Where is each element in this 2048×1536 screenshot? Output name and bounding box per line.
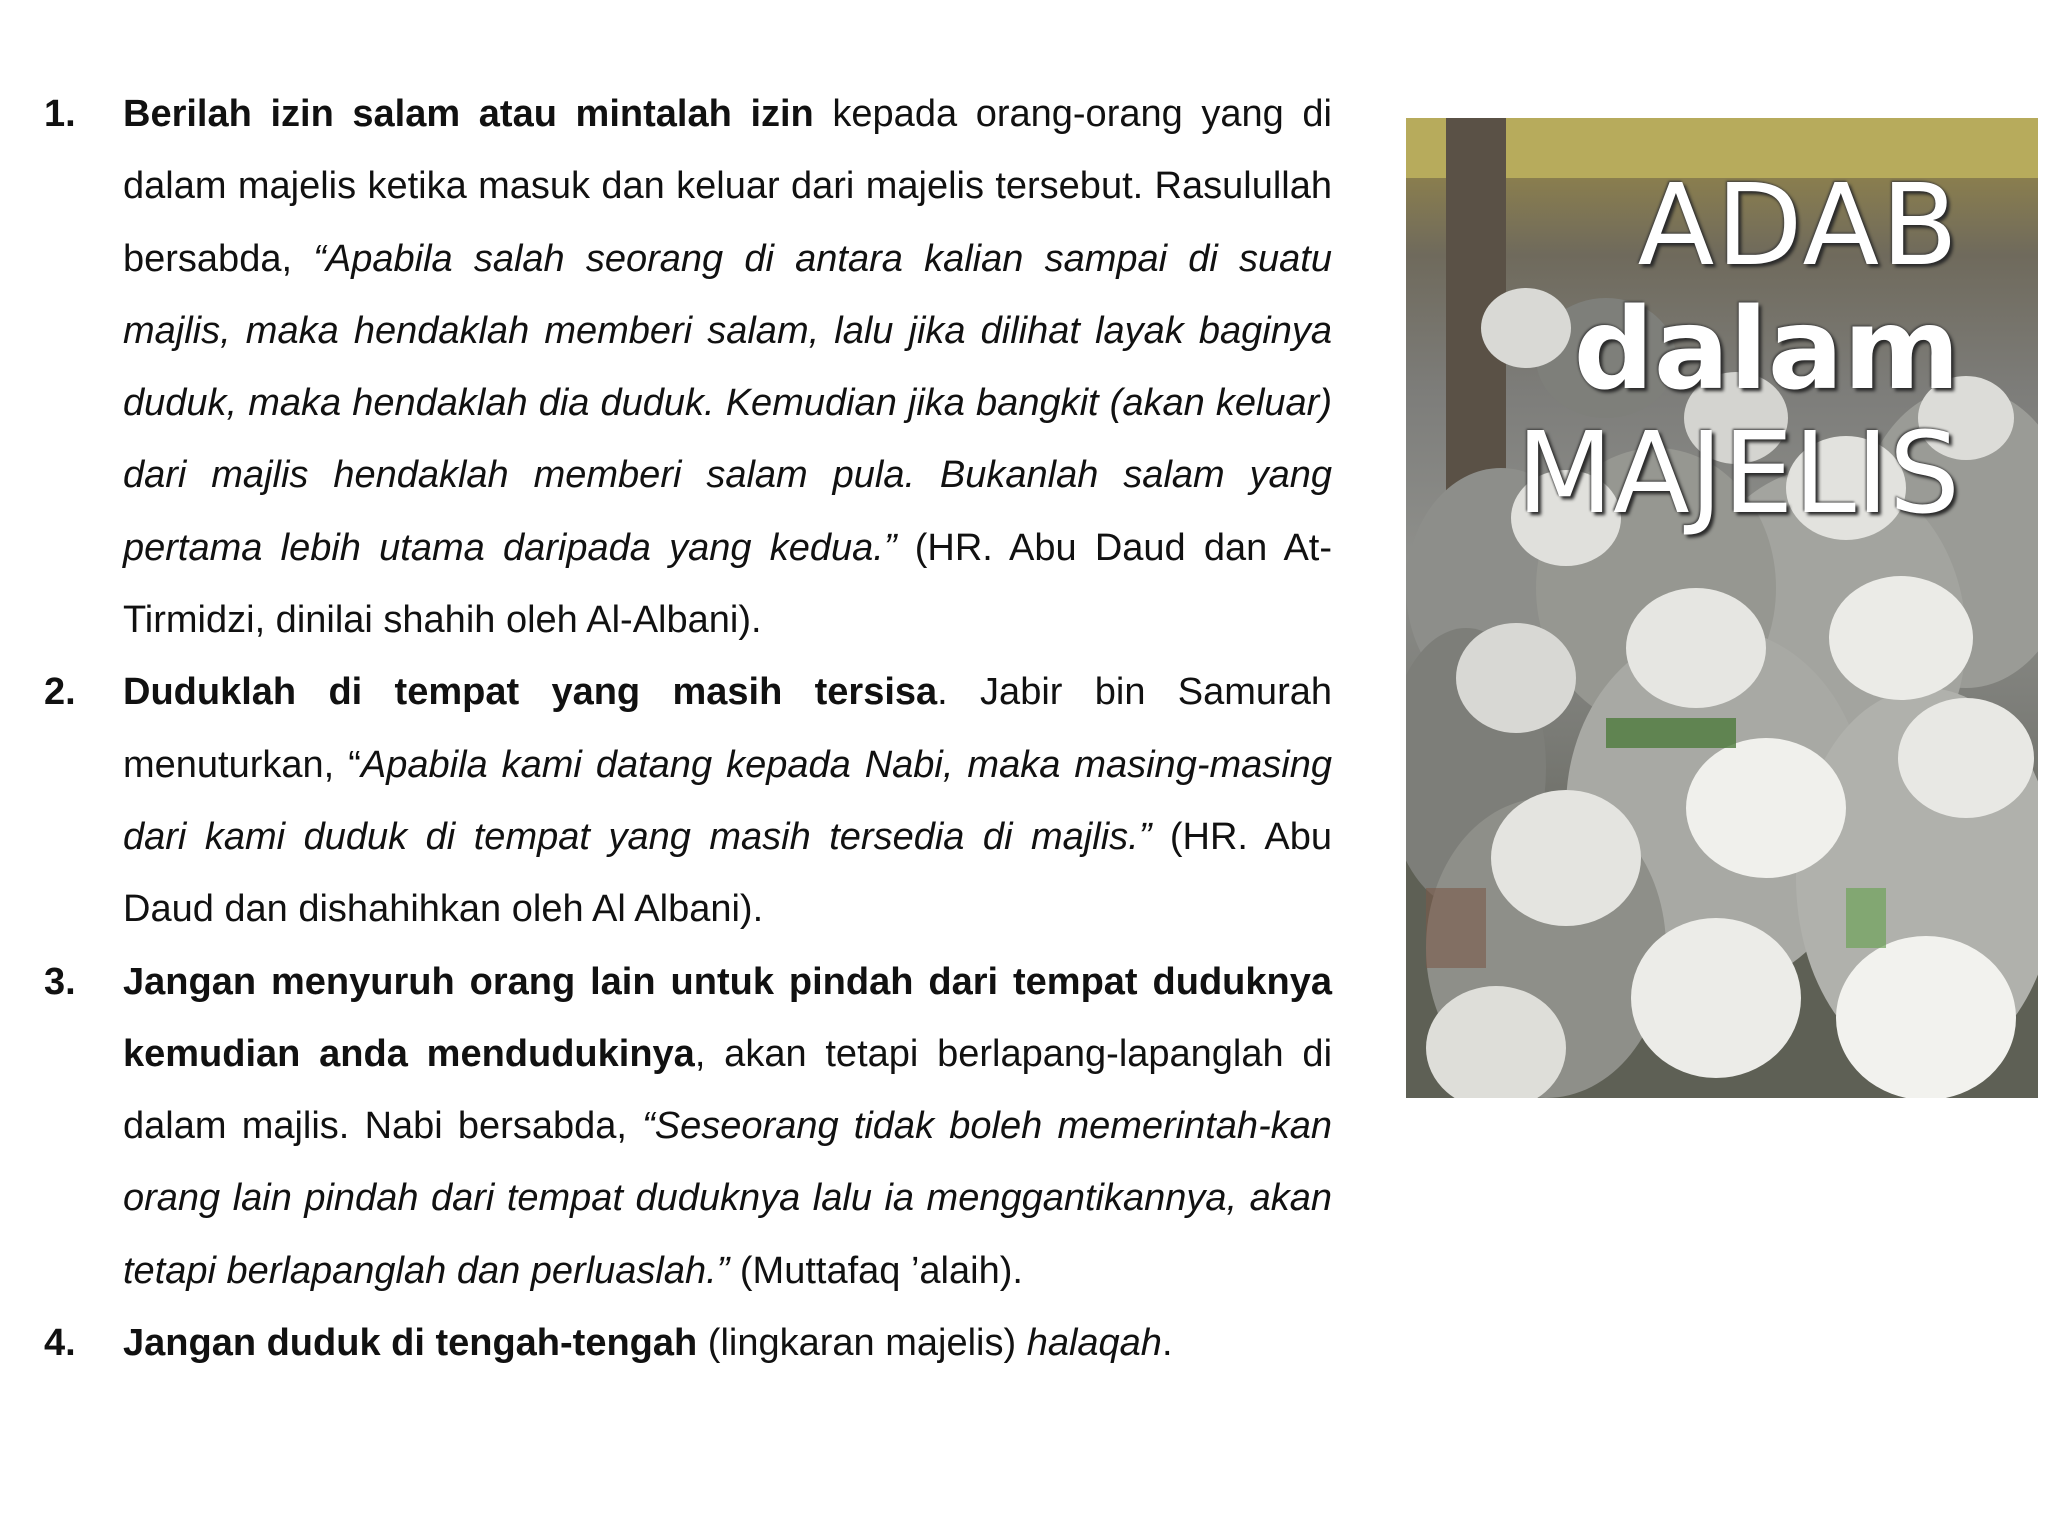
item-citation: (HR. Abu Daud dan At-Tirmidzi, dinilai shahih oleh Al-Albani). xyxy=(123,526,1332,642)
item-body-text: kepada orang-orang yang di dalam majelis ketika masuk dan keluar dari majelis tersebut. Rasulullah bersabda, xyxy=(123,93,1332,280)
item-number: 4. xyxy=(44,1322,76,1365)
item-number: 2. xyxy=(44,671,76,714)
item-number: 1. xyxy=(44,93,76,135)
cover-title-adab: ADAB xyxy=(1637,161,1960,291)
cover-title xyxy=(1440,161,1960,539)
item-bold-lead: Berilah izin salam atau mintalah izin xyxy=(123,93,814,135)
item-quote: “Apabila salah seorang di antara kalian sampai di suatu majlis, maka hendaklah memberi salam, lalu jika dilihat layak baginya duduk, maka hendaklah dia duduk. Kemudian jika bangkit (akan keluar) dari majlis hendaklah memberi salam pula. Bukanlah salam yang pertama lebih utama daripada yang kedua.” xyxy=(123,237,1332,569)
majelis-cover-image xyxy=(1406,118,2038,1098)
item-bold-lead: Jangan duduk di tengah-tengah xyxy=(123,1322,698,1365)
item-bold-lead: Jangan menyuruh orang lain untuk pindah dari tempat duduknya kemudian anda mendudukinya xyxy=(123,960,1332,1075)
item-quote: “Seseorang tidak boleh memerintah-kan orang lain pindah dari tempat duduknya lalu ia menggantikannya, akan tetapi berlapanglah dan perluaslah.” xyxy=(123,1105,1332,1292)
item-body-text: (lingkaran majelis) xyxy=(697,1322,1027,1365)
list-item-4 xyxy=(40,1307,1332,1379)
list-item-2 xyxy=(40,656,1332,945)
cover-title-majelis: MAJELIS xyxy=(1516,409,1960,539)
cover-title-dalam: dalam xyxy=(1573,285,1960,415)
item-citation: . xyxy=(1161,1322,1173,1365)
item-citation: (Muttafaq ’alaih). xyxy=(729,1249,1023,1292)
item-quote: halaqah xyxy=(1026,1322,1162,1365)
list-item-3 xyxy=(40,946,1332,1307)
item-body-text: . Jabir bin Samurah menuturkan, “ xyxy=(123,671,1332,786)
list-item-1 xyxy=(40,78,1332,656)
item-number: 3. xyxy=(44,960,76,1003)
adab-list xyxy=(40,78,1332,1379)
item-citation: (HR. Abu Daud dan dishahihkan oleh Al Albani). xyxy=(123,815,1332,931)
item-body-text: , akan tetapi berlapang-lapanglah di dalam majlis. Nabi bersabda, xyxy=(123,1032,1333,1148)
item-bold-lead: Duduklah di tempat yang masih tersisa xyxy=(123,671,938,714)
item-quote: Apabila kami datang kepada Nabi, maka masing-masing dari kami duduk di tempat yang masih tersedia di majlis.” xyxy=(123,743,1332,858)
